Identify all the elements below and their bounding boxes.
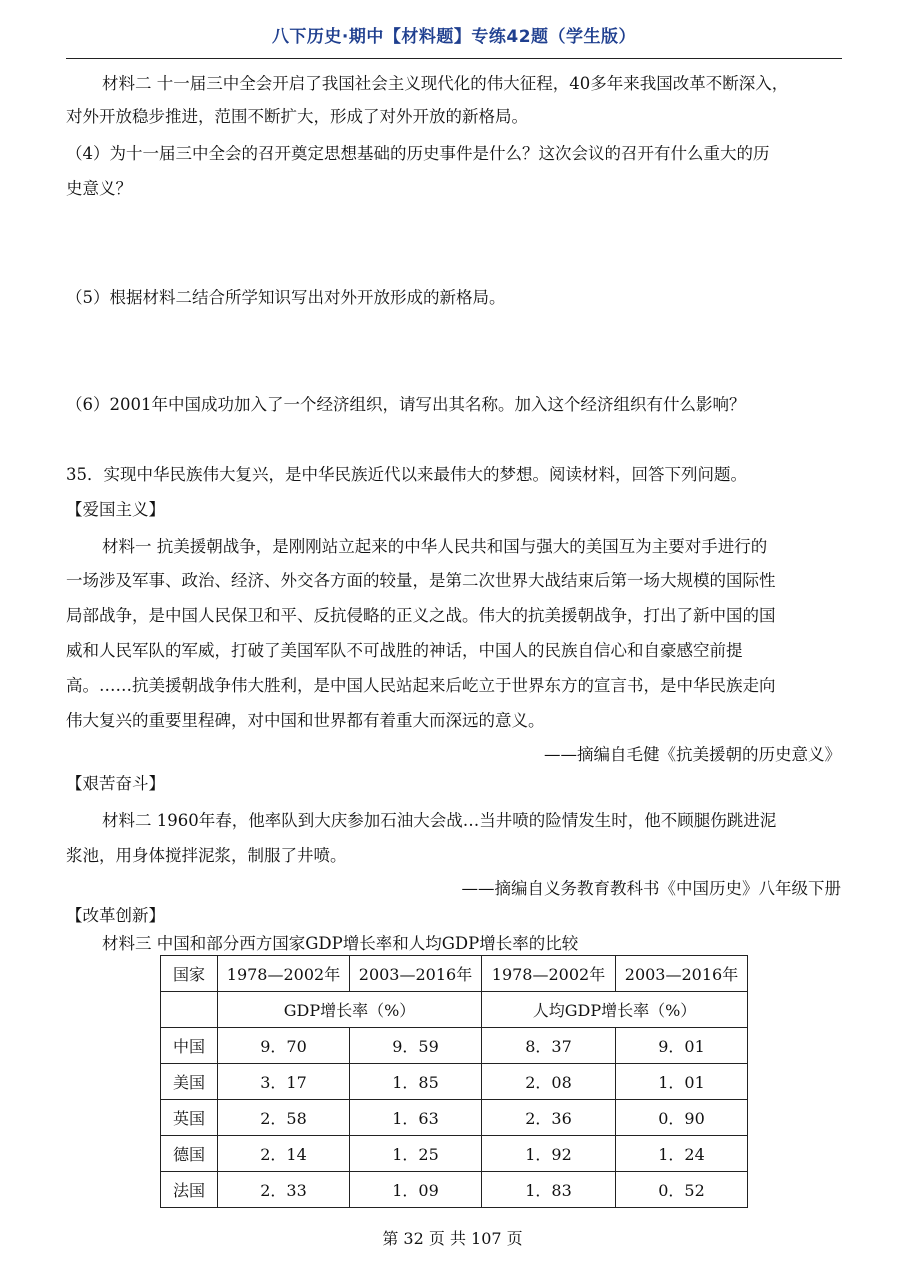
- table-cell: 1．92: [482, 1136, 616, 1172]
- section-heading-patriotism: 【爱国主义】: [66, 500, 165, 519]
- table-cell: 0．52: [616, 1172, 748, 1208]
- table-group-per-capita-gdp: 人均GDP增长率（%）: [482, 992, 748, 1028]
- page-number-footer: 第 32 页 共 107 页: [382, 1229, 523, 1248]
- material1-source: ——摘编自毛健《抗美援朝的历史意义》: [544, 745, 841, 764]
- section-heading-reform: 【改革创新】: [66, 906, 165, 925]
- section-heading-hard-work: 【艰苦奋斗】: [66, 774, 165, 793]
- table-empty-cell: [161, 992, 218, 1028]
- table-cell: 1．01: [616, 1064, 748, 1100]
- material1-line: 材料一 抗美援朝战争，是刚刚站立起来的中华人民共和国与强大的美国互为主要对手进行的: [102, 537, 768, 556]
- table-cell: 2．58: [218, 1100, 350, 1136]
- q35-intro: 35．实现中华民族伟大复兴，是中华民族近代以来最伟大的梦想。阅读材料，回答下列问题。: [66, 465, 747, 484]
- table-header-cell: 1978—2002年: [482, 956, 616, 992]
- table-cell: 2．33: [218, 1172, 350, 1208]
- table-cell: 2．36: [482, 1100, 616, 1136]
- table-row: [161, 1100, 748, 1136]
- q34-question4-line1: （4）为十一届三中全会的召开奠定思想基础的历史事件是什么？这次会议的召开有什么重大的历: [66, 144, 770, 163]
- material2-line1: 材料二 1960年春，他率队到大庆参加石油大会战…当井喷的险情发生时，他不顾腿伤跳进泥: [102, 811, 777, 830]
- table-cell: 2．08: [482, 1064, 616, 1100]
- table-row: [161, 1172, 748, 1208]
- table-cell: 9．01: [616, 1028, 748, 1064]
- page-header-title: 八下历史·期中【材料题】专练42题（学生版）: [271, 27, 637, 47]
- table-cell: 0．90: [616, 1100, 748, 1136]
- table-cell: 1．83: [482, 1172, 616, 1208]
- table-row: [161, 1028, 748, 1064]
- table-group-gdp: GDP增长率（%）: [218, 992, 482, 1028]
- material1-line: 一场涉及军事、政治、经济、外交各方面的较量，是第二次世界大战结束后第一场大规模的国际性: [66, 571, 776, 590]
- table-cell: 8．37: [482, 1028, 616, 1064]
- table-header-cell: 国家: [161, 956, 218, 992]
- table-cell: 9．70: [218, 1028, 350, 1064]
- q34-material2-line2: 对外开放稳步推进，范围不断扩大，形成了对外开放的新格局。: [66, 107, 528, 126]
- table-cell: 1．85: [350, 1064, 482, 1100]
- q34-question4-line2: 史意义？: [66, 179, 132, 198]
- table-cell: 1．25: [350, 1136, 482, 1172]
- table-cell: 1．24: [616, 1136, 748, 1172]
- material3-title: 材料三 中国和部分西方国家GDP增长率和人均GDP增长率的比较: [102, 934, 579, 953]
- table-row: [161, 1136, 748, 1172]
- table-header-cell: 2003—2016年: [616, 956, 748, 992]
- material2-line2: 浆池，用身体搅拌泥浆，制服了井喷。: [66, 846, 347, 865]
- material1-line: 伟大复兴的重要里程碑，对中国和世界都有着重大而深远的意义。: [66, 711, 545, 730]
- table-group-row: [161, 992, 748, 1028]
- material1-line: 高。……抗美援朝战争伟大胜利，是中国人民站起来后屹立于世界东方的宣言书，是中华民族走向: [66, 676, 776, 695]
- table-cell-country: 英国: [161, 1100, 218, 1136]
- table-cell: 1．63: [350, 1100, 482, 1136]
- q34-question6: （6）2001年中国成功加入了一个经济组织，请写出其名称。加入这个经济组织有什么影响？: [66, 395, 746, 414]
- table-cell: 9．59: [350, 1028, 482, 1064]
- header-divider: [66, 58, 842, 59]
- q34-question5: （5）根据材料二结合所学知识写出对外开放形成的新格局。: [66, 288, 506, 307]
- material2-source: ——摘编自义务教育教科书《中国历史》八年级下册: [461, 879, 841, 898]
- table-cell: 2．14: [218, 1136, 350, 1172]
- material1-line: 局部战争，是中国人民保卫和平、反抗侵略的正义之战。伟大的抗美援朝战争，打出了新中国的国: [66, 606, 776, 625]
- table-header-cell: 1978—2002年: [218, 956, 350, 992]
- gdp-comparison-table: [160, 955, 748, 1208]
- table-header-cell: 2003—2016年: [350, 956, 482, 992]
- table-row: [161, 1064, 748, 1100]
- table-cell-country: 美国: [161, 1064, 218, 1100]
- q34-material2-line1: 材料二 十一届三中全会开启了我国社会主义现代化的伟大征程，40多年来我国改革不断深入，: [102, 74, 789, 93]
- table-cell-country: 中国: [161, 1028, 218, 1064]
- table-header-row: [161, 956, 748, 992]
- table-cell: 3．17: [218, 1064, 350, 1100]
- table-cell: 1．09: [350, 1172, 482, 1208]
- table-cell-country: 德国: [161, 1136, 218, 1172]
- table-cell-country: 法国: [161, 1172, 218, 1208]
- material1-line: 威和人民军队的军威，打破了美国军队不可战胜的神话，中国人的民族自信心和自豪感空前提: [66, 641, 743, 660]
